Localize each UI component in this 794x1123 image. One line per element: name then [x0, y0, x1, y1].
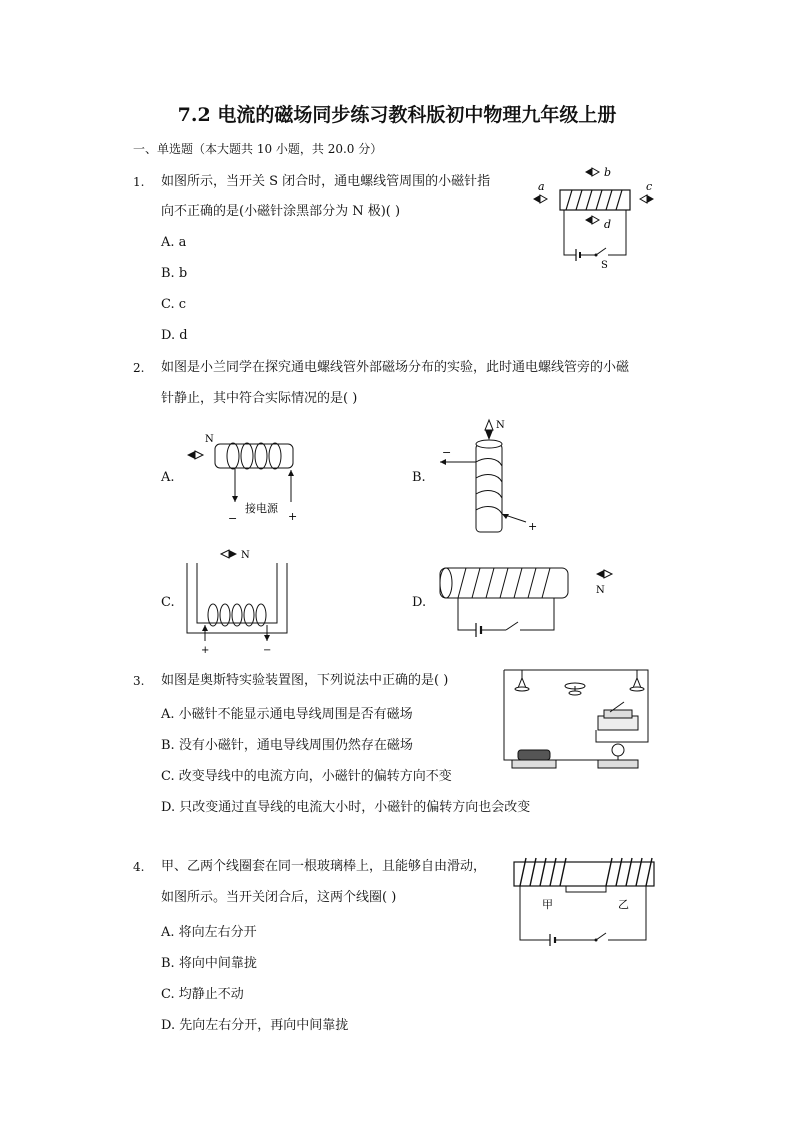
question-line: 如图所示，当开关 S 闭合时，通电螺线管周围的小磁针指 [161, 174, 491, 189]
svg-text:+: + [528, 520, 538, 533]
solenoid-compass-figure [528, 160, 668, 270]
figure-option-d [438, 560, 638, 640]
question-line: 甲、乙两个线圈套在同一根玻璃棒上，且能够自由滑动， [161, 859, 487, 874]
svg-text:b: b [604, 166, 612, 179]
question-line: 如图是奥斯特实验装置图，下列说法中正确的是( ) [161, 673, 449, 688]
svg-text:N: N [205, 434, 214, 445]
option-a[interactable]: A. 小磁针不能显示通电导线周围是否有磁场 [161, 707, 413, 722]
question-number: 3. [133, 674, 145, 688]
svg-text:N: N [241, 550, 250, 561]
option-c[interactable]: C. 改变导线中的电流方向，小磁针的偏转方向不变 [161, 769, 452, 784]
compass-b-icon [585, 168, 599, 176]
svg-text:接电源: 接电源 [245, 502, 278, 515]
svg-text:a: a [538, 180, 545, 193]
question-number: 1. [133, 175, 145, 189]
svg-text:S: S [601, 260, 608, 270]
question-number: 4. [133, 860, 145, 874]
option-b[interactable]: B. 将向中间靠拢 [161, 956, 257, 971]
svg-text:+: + [201, 645, 210, 655]
two-coils-figure [510, 852, 660, 952]
svg-text:d: d [604, 218, 612, 231]
question-number: 2. [133, 361, 145, 375]
option-c[interactable]: C. [161, 595, 175, 610]
svg-text:N: N [596, 585, 605, 596]
option-c[interactable]: C. 均静止不动 [161, 987, 244, 1002]
question-line: 针静止，其中符合实际情况的是( ) [161, 391, 358, 406]
option-a[interactable]: A. a [161, 235, 187, 250]
svg-text:−: − [442, 446, 452, 459]
svg-text:甲: 甲 [542, 898, 553, 911]
question-line: 向不正确的是(小磁针涂黑部分为 N 极)( ) [161, 204, 401, 219]
oersted-apparatus-figure [500, 660, 665, 770]
svg-text:−: − [263, 645, 272, 655]
question-line: 如图是小兰同学在探究通电螺线管外部磁场分布的实验，此时通电螺线管旁的小磁 [161, 360, 630, 375]
compass-c-icon [640, 195, 654, 203]
option-b[interactable]: B. 没有小磁针，通电导线周围仍然存在磁场 [161, 738, 413, 753]
option-a[interactable]: A. [161, 470, 175, 485]
svg-text:+: + [288, 510, 298, 523]
option-a[interactable]: A. 将向左右分开 [161, 925, 257, 940]
figure-option-a [185, 430, 315, 525]
compass-a-icon [533, 195, 547, 203]
option-b[interactable]: B. [412, 470, 426, 485]
option-d[interactable]: D. 只改变通过直导线的电流大小时，小磁针的偏转方向也会改变 [161, 800, 531, 815]
svg-text:乙: 乙 [618, 898, 629, 911]
option-d[interactable]: D. d [161, 328, 188, 343]
option-c[interactable]: C. c [161, 297, 187, 312]
section-heading: 一、单选题（本大题共 10 小题，共 20.0 分） [133, 142, 383, 156]
figure-option-b [436, 418, 546, 536]
option-d[interactable]: D. [412, 595, 427, 610]
option-d[interactable]: D. 先向左右分开，再向中间靠拢 [161, 1018, 349, 1033]
question-line: 如图所示。当开关闭合后，这两个线圈( ) [161, 890, 397, 905]
figure-option-c [183, 545, 293, 655]
option-b[interactable]: B. b [161, 266, 188, 281]
compass-d-icon [585, 216, 599, 224]
svg-text:c: c [646, 180, 653, 193]
svg-text:N: N [496, 420, 505, 431]
svg-text:−: − [228, 512, 238, 525]
page-title: 7.2 电流的磁场同步练习教科版初中物理九年级上册 [177, 104, 617, 126]
